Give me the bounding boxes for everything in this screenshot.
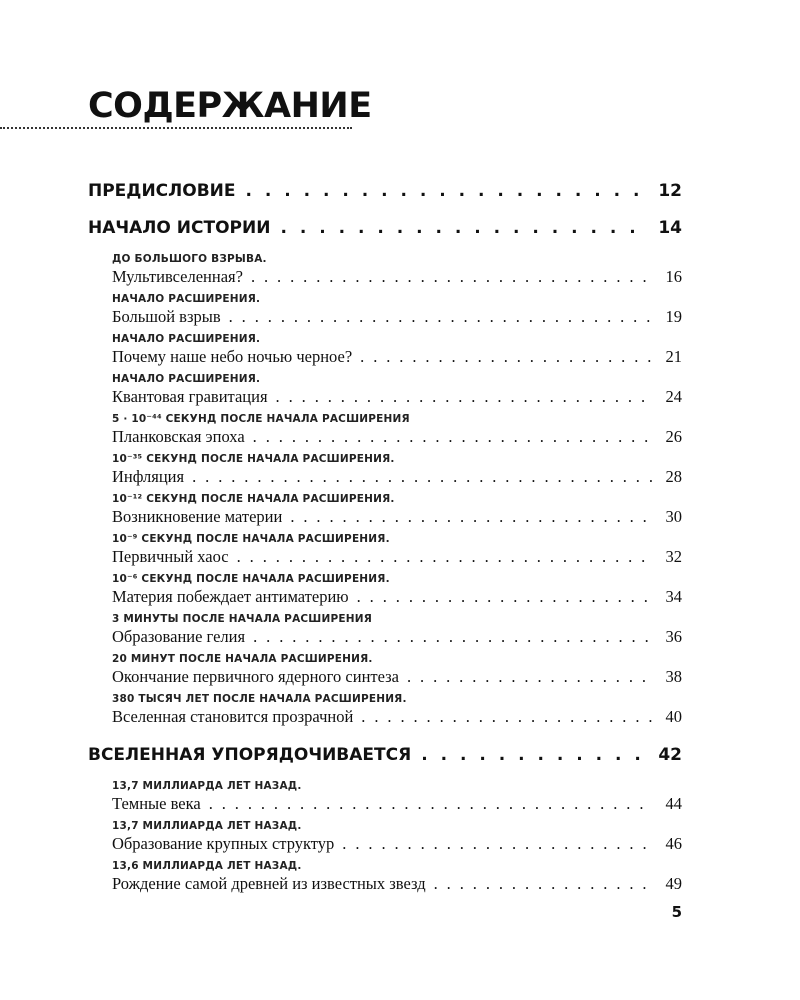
toc-entry[interactable] (112, 692, 682, 732)
toc-entry-page: 38 (665, 667, 682, 686)
dot-leader (209, 794, 652, 814)
toc-entry-time: 5 · 10⁻⁴⁴ СЕКУНД ПОСЛЕ НАЧАЛА РАСШИРЕНИЯ (112, 413, 410, 425)
toc-entry-line (112, 794, 682, 814)
toc-entry[interactable] (112, 332, 682, 372)
toc-entry-title: Инфляция (112, 467, 185, 486)
toc-entry-time: 10⁻³⁵ СЕКУНД ПОСЛЕ НАЧАЛА РАСШИРЕНИЯ. (112, 453, 395, 465)
dot-leader (276, 387, 652, 407)
toc-entry-page: 44 (665, 794, 682, 813)
toc-entry-title: Образование крупных структур (112, 834, 335, 853)
toc-entry-time: ДО БОЛЬШОГО ВЗРЫВА. (112, 253, 267, 265)
toc-entry-time: 10⁻⁹ СЕКУНД ПОСЛЕ НАЧАЛА РАСШИРЕНИЯ. (112, 533, 390, 545)
toc-entry[interactable] (112, 612, 682, 652)
toc-entry-line (112, 307, 682, 327)
toc-entry-line (112, 427, 682, 447)
toc-entry-page: 28 (665, 467, 682, 486)
toc-entry-page: 40 (665, 707, 682, 726)
dot-leader (290, 507, 652, 527)
toc-entry-time: 3 МИНУТЫ ПОСЛЕ НАЧАЛА РАСШИРЕНИЯ (112, 613, 372, 625)
toc-entry-time: НАЧАЛО РАСШИРЕНИЯ. (112, 373, 261, 385)
toc-entry-time: 10⁻⁶ СЕКУНД ПОСЛЕ НАЧАЛА РАСШИРЕНИЯ. (112, 573, 390, 585)
toc-entry-time: 13,7 МИЛЛИАРДА ЛЕТ НАЗАД. (112, 780, 302, 792)
toc-entry-line (112, 874, 682, 894)
toc-entry-time: 20 МИНУТ ПОСЛЕ НАЧАЛА РАСШИРЕНИЯ. (112, 653, 373, 665)
toc-entry-time: 10⁻¹² СЕКУНД ПОСЛЕ НАЧАЛА РАСШИРЕНИЯ. (112, 493, 395, 505)
toc-entry-line (112, 707, 682, 727)
toc-section-title: ВСЕЛЕННАЯ УПОРЯДОЧИВАЕТСЯ (88, 745, 412, 765)
toc-entry-line (112, 547, 682, 567)
toc-entry-page: 26 (665, 427, 682, 446)
toc-entry-title: Возникновение материи (112, 507, 283, 526)
dot-leader (237, 547, 652, 567)
toc-entry-line (112, 667, 682, 687)
toc-entry-title: Материя побеждает антиматерию (112, 587, 349, 606)
toc-entry[interactable] (112, 492, 682, 532)
dot-leader (360, 347, 652, 367)
toc-entry-page: 36 (665, 627, 682, 646)
toc-entry[interactable] (112, 252, 682, 292)
dot-leader (280, 215, 650, 242)
toc-section-page: 42 (658, 745, 682, 765)
toc-entry[interactable] (112, 779, 682, 819)
dot-leader (357, 587, 652, 607)
dot-leader (421, 742, 650, 769)
toc-entry-page: 16 (665, 267, 682, 286)
dot-leader (342, 834, 652, 854)
toc-entry-time: НАЧАЛО РАСШИРЕНИЯ. (112, 333, 261, 345)
dot-leader (361, 707, 652, 727)
toc-entry[interactable] (112, 819, 682, 859)
toc-entry-title: Окончание первичного ядерного синтеза (112, 667, 399, 686)
toc-section[interactable] (88, 178, 682, 205)
toc-subsection-list (112, 779, 682, 899)
toc-entry-line (112, 387, 682, 407)
toc-entry-line (112, 467, 682, 487)
toc-section[interactable] (88, 215, 682, 242)
toc-entry-line (112, 507, 682, 527)
dot-leader (253, 627, 652, 647)
toc-entry-page: 49 (665, 874, 682, 893)
toc-entry-title: Рождение самой древней из известных звезд (112, 874, 426, 893)
toc-entry-page: 30 (665, 507, 682, 526)
toc-entry-page: 21 (665, 347, 682, 366)
toc-entry-title: Образование гелия (112, 627, 246, 646)
toc-entry[interactable] (112, 572, 682, 612)
toc-entry-time: НАЧАЛО РАСШИРЕНИЯ. (112, 293, 261, 305)
toc-entry-title: Первичный хаос (112, 547, 229, 566)
toc-entry-line (112, 347, 682, 367)
toc-entry-title: Планковская эпоха (112, 427, 245, 446)
toc-entry[interactable] (112, 652, 682, 692)
toc-entry-page: 46 (665, 834, 682, 853)
page-title: СОДЕРЖАНИЕ (88, 86, 372, 126)
dot-leader (253, 427, 652, 447)
toc-entry-title: Почему наше небо ночью черное? (112, 347, 353, 366)
toc-entry-title: Вселенная становится прозрачной (112, 707, 354, 726)
toc-entry-title: Квантовая гравитация (112, 387, 268, 406)
page-number: 5 (671, 903, 682, 921)
toc-entry[interactable] (112, 412, 682, 452)
toc-section-page: 14 (658, 218, 682, 238)
toc-section-title: ПРЕДИСЛОВИЕ (88, 181, 236, 201)
toc-section-title: НАЧАЛО ИСТОРИИ (88, 218, 271, 238)
table-of-contents (88, 178, 682, 909)
toc-entry-title: Большой взрыв (112, 307, 221, 326)
toc-entry-line (112, 834, 682, 854)
toc-entry[interactable] (112, 292, 682, 332)
toc-entry[interactable] (112, 452, 682, 492)
toc-subsection-list (112, 252, 682, 732)
toc-entry-time: 13,7 МИЛЛИАРДА ЛЕТ НАЗАД. (112, 820, 302, 832)
dot-leader (246, 178, 651, 205)
dot-leader (434, 874, 652, 894)
toc-entry[interactable] (112, 859, 682, 899)
toc-section[interactable] (88, 742, 682, 769)
toc-entry-line (112, 267, 682, 287)
toc-entry-title: Мультивселенная? (112, 267, 243, 286)
toc-entry[interactable] (112, 532, 682, 572)
toc-entry[interactable] (112, 372, 682, 412)
toc-entry-line (112, 587, 682, 607)
toc-entry-line (112, 627, 682, 647)
toc-section-page: 12 (658, 181, 682, 201)
title-dotted-rule (0, 127, 352, 129)
toc-entry-time: 13,6 МИЛЛИАРДА ЛЕТ НАЗАД. (112, 860, 302, 872)
toc-entry-page: 24 (665, 387, 682, 406)
dot-leader (192, 467, 652, 487)
toc-entry-title: Темные века (112, 794, 201, 813)
dot-leader (229, 307, 652, 327)
toc-entry-page: 32 (665, 547, 682, 566)
dot-leader (407, 667, 652, 687)
toc-entry-time: 380 ТЫСЯЧ ЛЕТ ПОСЛЕ НАЧАЛА РАСШИРЕНИЯ. (112, 693, 407, 705)
toc-entry-page: 19 (665, 307, 682, 326)
dot-leader (251, 267, 652, 287)
toc-entry-page: 34 (665, 587, 682, 606)
